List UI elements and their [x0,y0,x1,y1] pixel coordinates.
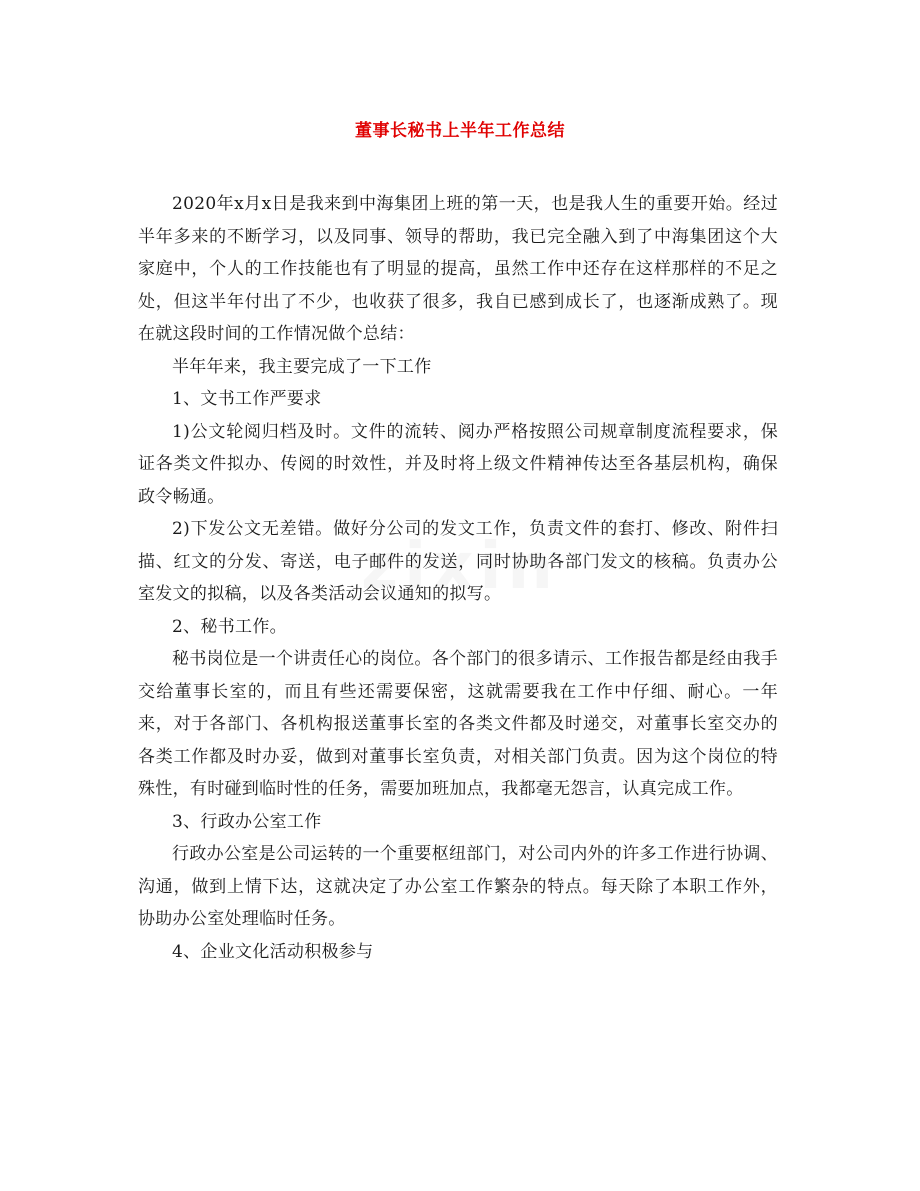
section-heading-4: 4、企业文化活动积极参与 [172,941,374,962]
paragraph-intro: 2020年x月x日是我来到中海集团上班的第一天，也是我人生的重要开始。经过半年多来的不断学习，以及同事、领导的帮助，我已完全融入到了中海集团这个大家庭中，个人的工作技能也有了明显的提高，虽然工作中还存在这样那样的不足之处，但这半年付出了不少，也收获了很多，我自已感到成长了，也逐渐成熟了。现在就这段时间的工作情况做个总结： [138,194,778,344]
paragraph-secretary-work: 秘书岗位是一个讲责任心的岗位。各个部门的很多请示、工作报告都是经由我手交给董事长室的，而且有些还需要保密，这就需要我在工作中仔细、耐心。一年来，对于各部门、各机构报送董事长室的各类文件都及时递交，对董事长室交办的各类工作都及时办妥，做到对董事长室负责，对相关部门负责。因为这个岗位的特殊性，有时碰到临时性的任务，需要加班加点，我都毫无怨言，认真完成工作。 [138,649,778,799]
paragraph-admin-office: 行政办公室是公司运转的一个重要枢纽部门，对公司内外的许多工作进行协调、沟通，做到上情下达，这就决定了办公室工作繁杂的特点。每天除了本职工作外，协助办公室处理临时任务。 [138,844,778,929]
section-heading-3: 3、行政办公室工作 [172,811,322,832]
section-heading-2: 2、秘书工作。 [172,616,287,637]
paragraph-item-1: 1)公文轮阅归档及时。文件的流转、阅办严格按照公司规章制度流程要求，保证各类文件拟办、传阅的时效性，并及时将上级文件精神传达至各基层机构，确保政令畅通。 [138,421,778,507]
document-body [138,188,778,968]
document-title: 董事长秘书上半年工作总结 [355,121,565,141]
paragraph-item-2: 2)下发公文无差错。做好分公司的发文工作，负责文件的套打、修改、附件扫描、红文的分发、寄送，电子邮件的发送，同时协助各部门发文的核稿。负责办公室发文的拟稿，以及各类活动会议通知的拟写。 [138,519,778,604]
section-heading-1: 1、文书工作严要求 [172,389,322,409]
paragraph-summary-lead: 半年年来，我主要完成了一下工作 [172,356,432,377]
